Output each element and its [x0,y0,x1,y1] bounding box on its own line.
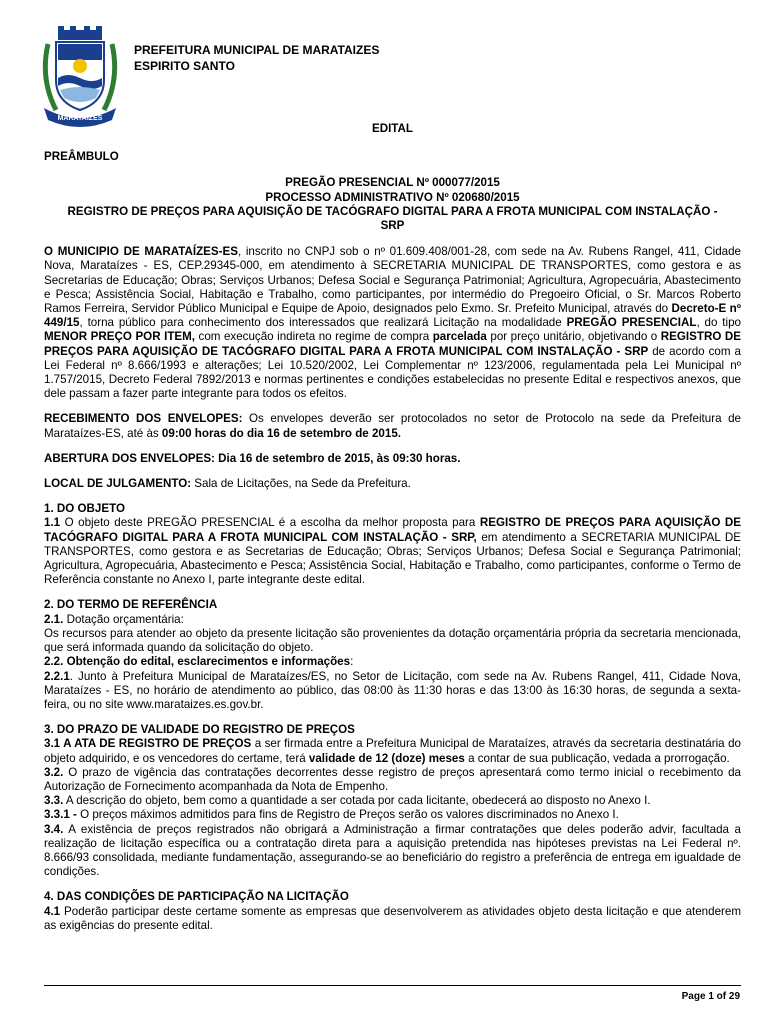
abertura-paragraph: ABERTURA DOS ENVELOPES: Dia 16 de setembro de 2015, às 09:30 horas. [44,451,461,465]
section-title: 3. DO PRAZO DE VALIDADE DO REGISTRO DE PREÇOS [44,723,355,737]
recebimento-paragraph: RECEBIMENTO DOS ENVELOPES: Os envelopes deverão ser protocolados no setor de Protocolo na sede da Prefeitura de Marataízes-ES, até às 09:00 horas do dia 16 de setembro de 2015. [44,412,741,440]
section-prazo-validade [44,723,741,879]
clause-2-1: 2.1. Dotação orçamentária: [44,612,184,626]
processo-title: PROCESSO ADMINISTRATIVO Nº 020680/2015 [265,190,520,204]
section-title: 1. DO OBJETO [44,502,125,516]
edital-heading: EDITAL [371,122,413,135]
section-condicoes-participacao [44,890,741,933]
clause-1-1: 1.1 O objeto deste PREGÃO PRESENCIAL é a escolha da melhor proposta para REGISTRO DE PREÇOS PARA AQUISIÇÃO DE TACÓGRAFO DIGITAL PARA A FROTA MUNICIPAL COM INSTALAÇÃO - SRP, em atendimento a SECRETARIA MUNICIPAL DE TRANSPORTES, como gestora e as Secretarias de Educação; Obras; Serviços Urbanos; Defesa Social e Segurança Patrimonial; Agricultura, Agropecuária, Abastecimento e Pesca; Assistência Social, Habitação e Trabalho, como participantes, conforme o Termo de Referência constante no Anexo I, parte integrante deste edital. [44,516,741,587]
local-paragraph: LOCAL DE JULGAMENTO: Sala de Licitações, na Sede da Prefeitura. [44,477,411,491]
page-number: Page 1 of 29 [681,991,740,1002]
header-state: ESPIRITO SANTO [134,59,235,73]
clause-3-3: 3.3. A descrição do objeto, bem como a quantidade a ser cotada por cada licitante, obedecerá ao disposto no Anexo I. [44,794,651,808]
header-municipality: PREFEITURA MUNICIPAL DE MARATAIZES [134,43,380,57]
section-title: 4. DAS CONDIÇÕES DE PARTICIPAÇÃO NA LICITAÇÃO [44,890,349,904]
clause-2-1-text: Os recursos para atender ao objeto da presente licitação são provenientes da dotação orçamentária própria da secretaria mencionada, que será informada quando da solicitação do objeto. [44,626,741,655]
clause-2-2-1: 2.2.1. Junto à Prefeitura Municipal de Marataízes/ES, no Setor de Licitação, com sede na Av. Rubens Rangel, 411, Cidade Nova, Marataízes - ES, no horário de atendimento ao público, das 08:00 às 11:30 horas e das 13:00 às 16:30 horas, de segunda a sexta-feira, ou no site www.marataizes.es.gov.br. [44,669,741,711]
clause-2-2: 2.2. Obtenção do edital, esclarecimentos e informações: [44,655,354,669]
municipal-coat-of-arms-icon [38,24,122,128]
document-body [44,122,741,933]
section-title: 2. DO TERMO DE REFERÊNCIA [44,598,218,612]
clause-3-2: 3.2. O prazo de vigência das contratações decorrentes desse registro de preços apresentará como termo inicial o recebimento da Autorização de Fornecimento acompanhada da Nota de Empenho. [44,765,741,793]
clause-3-1: 3.1 A ATA DE REGISTRO DE PREÇOS a ser firmada entre a Prefeitura Municipal de Marataízes, através da secretaria destinatária do objeto adquirido, e os vencedores do certame, terá validade de 12 (doze) meses a contar de sua publicação, vedada a prorrogação. [44,737,741,765]
preambulo-heading: PREÂMBULO [44,150,119,164]
seal-ribbon-text: MARATAÍZES [57,115,103,122]
footer-divider [44,985,741,986]
clause-4-1: 4.1 Poderão participar deste certame somente as empresas que desenvolverem as atividades objeto desta licitação e que atenderem as exigências do presente edital. [44,904,741,932]
section-objeto [44,502,741,587]
intro-paragraph: O MUNICIPIO DE MARATAÍZES-ES, inscrito no CNPJ sob o nº 01.609.408/001-28, com sede na Av. Rubens Rangel, 411, Cidade Nova, Marataízes - ES, CEP.29345-000, em atendimento à SECRETARIA MUNICIPAL DE TRANSPORTES, como gestora e as Secretarias de Educação; Obras; Serviços Urbanos; Defesa Social e Segurança Patrimonial; Agricultura, Agropecuária, Abastecimento e Pesca; Assistência Social, Habitação e Trabalho, como participantes, por intermédio do Pregoeiro Oficial, o Sr. Marcos Roberto Ramos Ferreira, Servidor Público Municipal e Equipe de Apoio, designados pelo Exmo. Sr. Prefeito Municipal, através do Decreto-E nº 449/15, torna público para conhecimento dos interessados que realizará Licitação na modalidade PREGÃO PRESENCIAL, do tipo MENOR PREÇO POR ITEM, com execução indireta no regime de compra parcelada por preço unitário, objetivando o REGISTRO DE PREÇOS PARA AQUISIÇÃO DE TACÓGRAFO DIGITAL PARA A FROTA MUNICIPAL COM INSTALAÇÃO - SRP de acordo com a Lei Federal nº 8.666/1993 e alterações; Lei 10.520/2002, Lei Complementar nº 123/2006, regulamentada pela Lei Municipal nº 1.757/2015, Decreto Federal 7892/2013 e normas pertinentes e condições estabelecidas no presente Edital e respectivos anexos, que dele passam a fazer parte integrante para todos os efeitos. [44,245,741,401]
document-header [38,24,738,134]
clause-3-4: 3.4. A existência de preços registrados não obrigará a Administração a firmar contratações que deles poderão advir, facultada a realização de licitação específica ou a contratação direta para a aquisição pretendida nas hipóteses previstas na Lei Federal nº. 8.666/93 consolidada, mediante fundamentação, assegurando-se ao beneficiário do registro a preferência de entrega em igualdade de condições. [44,822,741,879]
pregao-title: PREGÃO PRESENCIAL Nº 000077/2015 [285,176,500,190]
section-termo-referencia [44,598,741,712]
registro-title: REGISTRO DE PREÇOS PARA AQUISIÇÃO DE TACÓGRAFO DIGITAL PARA A FROTA MUNICIPAL COM INSTALAÇÃO - SRP [67,204,718,233]
clause-3-3-1: 3.3.1 - O preços máximos admitidos para fins de Registro de Preços serão os valores discriminados no Anexo I. [44,808,619,822]
